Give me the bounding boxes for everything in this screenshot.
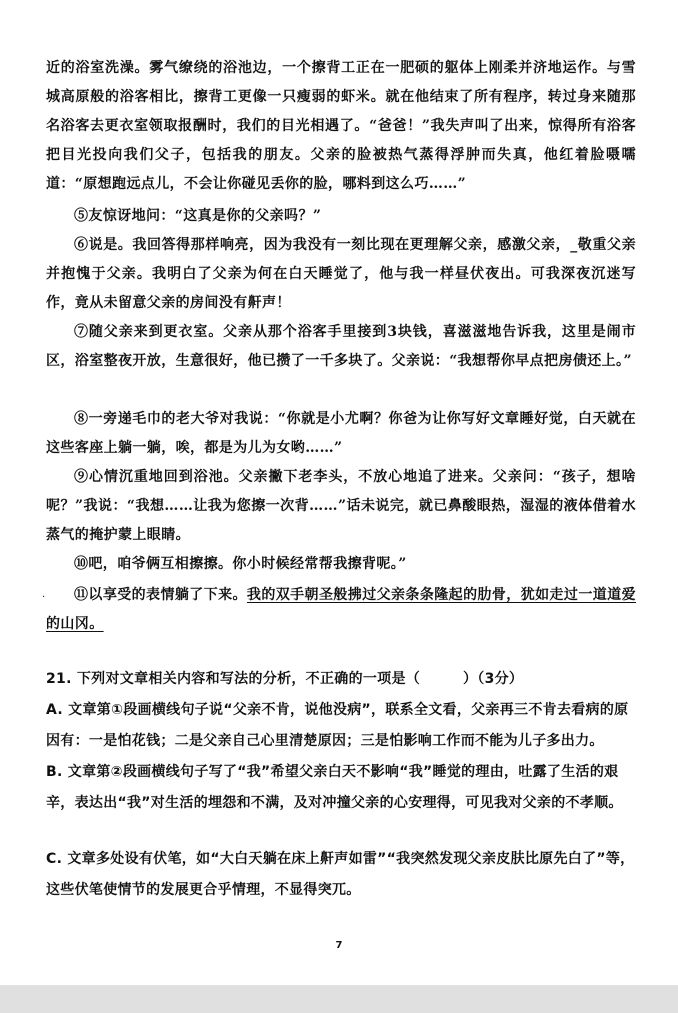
paragraph-8: ⑧一旁递毛巾的老大爷对我说：“你就是小尤啊？你爸为让你写好文章睡好觉，白天就在这些客座上躺一躺，唉，都是为儿为女哟……”: [46, 411, 636, 456]
underlined-sentence: 我的双手朝圣般拂过父亲条条隆起的肋骨，犹如走过一道道爱的山冈。: [46, 587, 636, 632]
paragraph-11: [46, 581, 636, 639]
option-a: A. 文章第①段画横线句子说“父亲不肯，说他没病”，联系全文看，父亲再三不肯去看病的原因有：一是怕花钱；二是父亲自己心里清楚原因；三是怕影响工作而不能为儿子多出力。: [46, 702, 629, 749]
question-stem: 21. 下列对文章相关内容和写法的分析，不正确的一项是（ ）（3分）: [46, 671, 524, 687]
paragraph-9: ⑨心情沉重地回到浴池。父亲撇下老李头，不放心地追了进来。父亲问：“孩子，想啥呢？”我说：“我想……让我为您擦一次背……”话未说完，就已鼻酸眼热，湿湿的液体借着水蒸气的掩护蒙上眼睛。: [46, 469, 636, 543]
option-c: C. 文章多处设有伏笔，如“大白天躺在床上鼾声如雷”“我突然发现父亲皮肤比原先白了”等，这些伏笔使情节的发展更合乎情理，不显得突兀。: [46, 851, 635, 898]
option-b: B. 文章第②段画横线句子写了“我”希望父亲白天不影响“我”睡觉的理由，吐露了生活的艰辛，表达出“我”对生活的埋怨和不满，及对冲撞父亲的心安理得，可见我对父亲的不孝顺。: [46, 764, 623, 811]
paragraph-5: ⑤友惊讶地问：“这真是你的父亲吗？”: [74, 208, 322, 224]
stray-mark: ·: [42, 592, 46, 603]
paragraph-11-lead: ⑪以享受的表情躺了下来。: [74, 587, 247, 603]
paragraph-7: ⑦随父亲来到更衣室。父亲从那个浴客手里接到3块钱，喜滋滋地告诉我，这里是闹市区，浴室整夜开放，生意很好，他已攒了一千多块了。父亲说：“我想帮你早点把房债还上。”: [46, 324, 636, 369]
viewer-bottom-bar: [0, 985, 678, 1013]
page-number: 7: [335, 940, 343, 951]
paragraph-6: ⑥说是。我回答得那样响亮，因为我没有一刻比现在更理解父亲，感激父亲，_敬重父亲并抱愧于父亲。我明白了父亲为何在白天睡觉了，他与我一样昼伏夜出。可我深夜沉迷写作，竟从未留意父亲的房间没有鼾声！: [46, 237, 636, 311]
paragraph-10: ⑩吧，咱爷俩互相擦擦。你小时候经常帮我擦背呢。”: [74, 556, 407, 572]
paragraph-continued: 近的浴室洗澡。雾气缭绕的浴池边，一个擦背工正在一肥硕的躯体上刚柔并济地运作。与雪城高原般的浴客相比，擦背工更像一只瘦弱的虾米。就在他结束了所有程序，转过身来随那名浴客去更衣室领取报酬时，我们的目光相遇了。“爸爸！”我失声叫了出来，惊得所有浴客把目光投向我们父子，包括我的朋友。父亲的脸被热气蒸得浮肿而失真，他红着脸嗫嚅道：“原想跑远点儿，不会让你碰见丢你的脸，哪料到这么巧……”: [46, 60, 636, 192]
